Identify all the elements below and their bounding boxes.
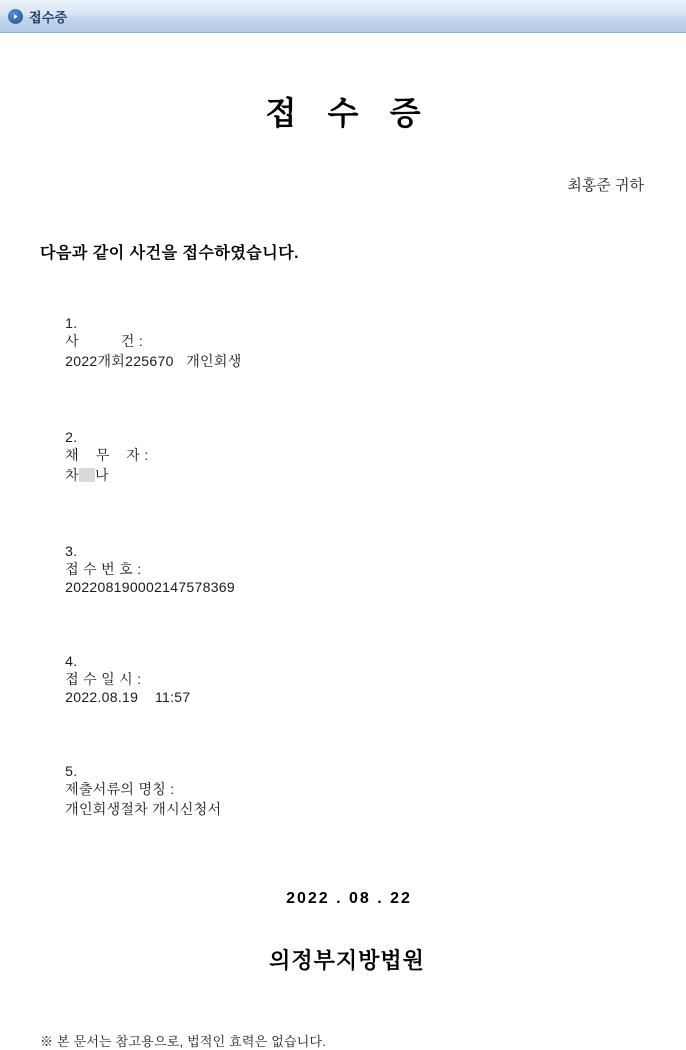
issue-date: 2022 . 08 . 22 bbox=[286, 890, 412, 907]
addressee: 최홍준 귀하 bbox=[567, 177, 644, 194]
item-number: 2. bbox=[65, 429, 78, 445]
redaction-block bbox=[79, 468, 95, 482]
list-item bbox=[40, 413, 646, 501]
lead-sentence: 다음과 같이 사건을 접수하였습니다. bbox=[40, 245, 300, 262]
item-value: 202208190002147578369 bbox=[65, 579, 235, 595]
list-item bbox=[40, 747, 646, 835]
item-label: 채 무 자 : bbox=[65, 447, 149, 463]
window-title: 접수증 bbox=[29, 9, 68, 25]
item-value: 2022개회225670 개인회생 bbox=[65, 353, 242, 369]
item-number: 3. bbox=[65, 543, 78, 559]
receipt-document bbox=[0, 88, 686, 1049]
item-label: 접 수 번 호 : bbox=[65, 561, 142, 577]
item-number: 5. bbox=[65, 763, 78, 779]
item-number: 1. bbox=[65, 315, 78, 331]
list-item bbox=[40, 637, 646, 721]
item-value-before: 차 bbox=[65, 467, 79, 483]
item-value: 개인회생절차 개시신청서 bbox=[65, 801, 222, 817]
circle-arrow-right-icon bbox=[8, 9, 23, 24]
list-item bbox=[40, 527, 646, 611]
page-title: 접 수 증 bbox=[265, 94, 431, 132]
court-name: 의정부지방법원 bbox=[269, 948, 425, 974]
list-item bbox=[40, 299, 646, 387]
item-label: 접 수 일 시 : bbox=[65, 671, 142, 687]
window-titlebar bbox=[0, 0, 686, 33]
item-value-after: 나 bbox=[94, 467, 109, 483]
detail-list bbox=[40, 299, 646, 835]
footnote: ※ 본 문서는 참고용으로, 법적인 효력은 없습니다. bbox=[40, 1034, 327, 1049]
item-number: 4. bbox=[65, 653, 78, 669]
item-label: 사 건 : bbox=[65, 333, 144, 349]
item-value: 2022.08.19 11:57 bbox=[65, 689, 191, 705]
item-label: 제출서류의 명칭 : bbox=[65, 781, 175, 797]
